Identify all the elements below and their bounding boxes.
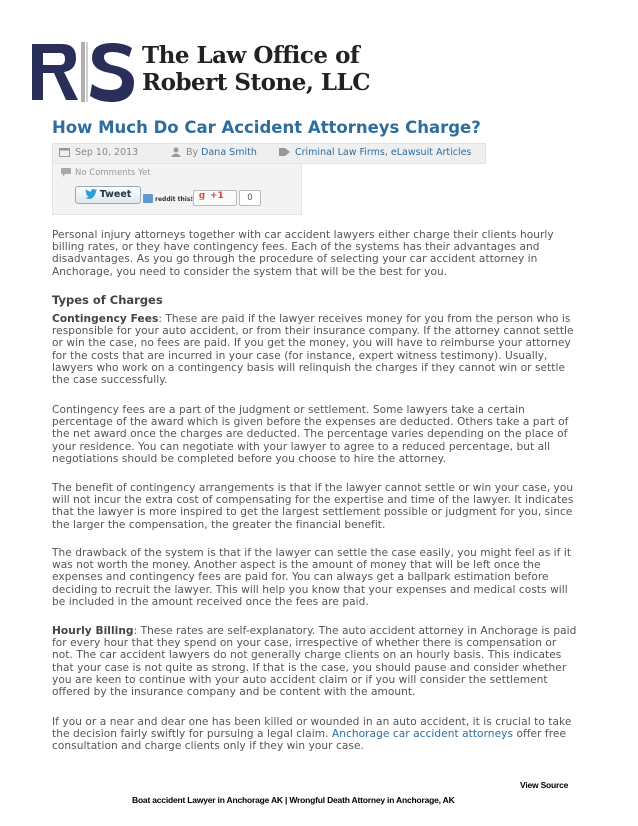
reddit-icon bbox=[143, 194, 153, 203]
reddit-button[interactable] bbox=[143, 194, 193, 203]
closing-text-end: offer free consultation and charge clients only if they win your case. bbox=[52, 728, 567, 753]
twitter-bird-icon bbox=[85, 189, 97, 199]
calendar-icon bbox=[59, 147, 70, 157]
reddit-label: reddit this! bbox=[155, 196, 194, 203]
author-prefix: By bbox=[186, 147, 199, 158]
view-source-link[interactable]: View Source bbox=[520, 780, 569, 790]
share-box bbox=[52, 163, 302, 215]
comment-icon bbox=[61, 168, 71, 177]
law-office-logo bbox=[28, 38, 371, 106]
user-icon bbox=[171, 147, 181, 157]
google-plus-count: 0 bbox=[239, 190, 261, 206]
logo-line-1: The Law Office of bbox=[142, 42, 360, 69]
post-date-text: Sep 10, 2013 bbox=[75, 147, 139, 158]
footer-text: Boat accident Lawyer in Anchorage AK | Wrongful Death Attorney in Anchorage, AK bbox=[132, 795, 455, 805]
article-title[interactable]: How Much Do Car Accident Attorneys Charge? bbox=[52, 118, 481, 137]
contingency-label: Contingency Fees bbox=[52, 313, 159, 325]
article-meta-bar bbox=[52, 143, 486, 164]
tweet-button[interactable] bbox=[75, 186, 141, 204]
contingency-paragraph bbox=[52, 313, 580, 386]
paragraph-2: Contingency fees are a part of the judgment or settlement. Some lawyers take a certain percentage of the award which is given before the expenses are deducted. Others take a part of the net award once the charges are deducted. The percentage varies depending on the place of your residence. You can negotiate with your lawyer to agree to a reduced percentage, but all negotiations should be completed before you choose to hire the attorney. bbox=[52, 404, 569, 465]
paragraph-3: The benefit of contingency arrangements is that if the lawyer cannot settle or win your case, you will not incur the extra cost of compensating for the expertise and time of the lawyer. It indicates that the lawyer is more inspired to get the largest settlement possible or judgment for you, since the larger the compensation, the greater the financial benefit. bbox=[52, 482, 574, 531]
author-link[interactable]: Dana Smith bbox=[201, 147, 257, 158]
google-g-icon: g bbox=[198, 191, 206, 201]
comments-text: No Comments Yet bbox=[75, 168, 151, 178]
closing-paragraph bbox=[52, 716, 580, 753]
anchorage-attorneys-link[interactable]: Anchorage car accident attorneys bbox=[331, 728, 514, 741]
hourly-text: : These rates are self-explanatory. The auto accident attorney in Anchorage is paid for every hour that they spend on your case, irrespective of whether there is compensation or not. The car accident lawyers do not generally charge clients on an hourly basis. This indicates that your case is not quite as strong. If that is the case, you should pause and consider whether you are keen to continue with your auto accident claim or if you will consider the settlement offered by the insurance company and be content with the amount. bbox=[52, 625, 577, 699]
rs-monogram-icon bbox=[28, 38, 140, 106]
logo-wordmark bbox=[142, 42, 370, 96]
paragraph-4: The drawback of the system is that if the lawyer can settle the case easily, you might feel as if it was not worth the money. Another aspect is the amount of money that will be left once the expenses and contingency fees are paid for. You can always get a ballpark estimation before deciding to recruit the lawyer. This will help you know that your expenses and medical costs will be included in the amount received once the fees are paid. bbox=[52, 547, 572, 608]
comments-count[interactable] bbox=[61, 168, 151, 178]
contingency-text: : These are paid if the lawyer receives money for you from the person who is responsible for your auto accident, or from their insurance company. If the attorney cannot settle or win the case, no fees are paid. If you get the money, you will have to reimburse your attorney for the costs that are incurred in your case (for instance, expert witness testimony). Usually, lawyers who work on a contingency basis will relinquish the charges if they cannot win or settle the case successfully. bbox=[52, 313, 574, 387]
closing-text-start: If you or a near and dear one has been killed or wounded in an auto accident, it is crucial to take the decision fairly swiftly for pursuing a legal claim. bbox=[52, 716, 572, 741]
section-heading: Types of Charges bbox=[52, 293, 163, 307]
categories-link[interactable]: Criminal Law Firms, eLawsuit Articles bbox=[295, 147, 472, 158]
intro-paragraph: Personal injury attorneys together with car accident lawyers either charge their clients hourly billing rates, or they have contingency fees. Each of the systems has their advantages and disadvantages. As you go through the procedure of selecting your car accident attorney in Anchorage, you need to consider the system that will be the best for you. bbox=[52, 229, 554, 278]
google-plus-button[interactable] bbox=[193, 190, 237, 206]
logo-line-2: Robert Stone, LLC bbox=[142, 69, 371, 96]
hourly-paragraph bbox=[52, 625, 580, 698]
hourly-label: Hourly Billing bbox=[52, 625, 134, 637]
post-categories bbox=[279, 146, 471, 160]
tag-icon bbox=[279, 147, 290, 157]
post-date bbox=[59, 146, 138, 160]
post-author bbox=[171, 146, 257, 160]
tweet-label: Tweet bbox=[99, 189, 132, 200]
google-plus-label: +1 bbox=[210, 191, 224, 201]
